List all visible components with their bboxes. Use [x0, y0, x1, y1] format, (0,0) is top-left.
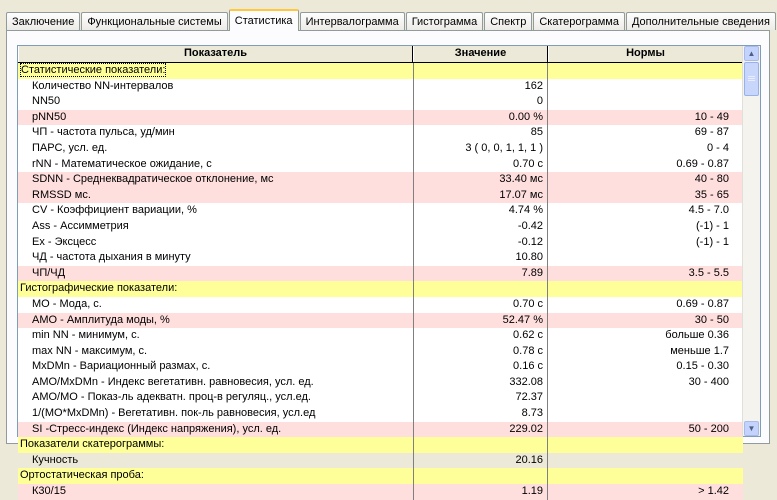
cell-norm: 3.5 - 5.5 [688, 266, 729, 279]
cell-norm: 69 - 87 [694, 126, 729, 139]
cell-norm [548, 94, 743, 110]
scroll-thumb[interactable] [744, 62, 759, 96]
cell-value: 0.62 с [413, 328, 548, 344]
cell-value: 20.16 [413, 453, 548, 469]
cell-value: 1.19 [413, 484, 548, 500]
indicator-name: МО - Мода, с. [32, 297, 102, 310]
cell-norm: 50 - 200 [688, 422, 729, 435]
cell-indicator [18, 328, 413, 344]
cell-value: 4.74 % [413, 203, 548, 219]
table-row[interactable] [18, 141, 743, 157]
cell-norm [548, 79, 743, 95]
table-row[interactable] [18, 203, 743, 219]
table-row[interactable] [18, 390, 743, 406]
table-row[interactable] [18, 172, 743, 188]
table-row[interactable] [18, 406, 743, 422]
cell-norm: > 1.42 [698, 485, 729, 498]
indicator-name: Ass - Ассимметрия [32, 219, 129, 232]
cell-value [413, 63, 548, 79]
table-row[interactable] [18, 188, 743, 204]
table-row[interactable] [18, 125, 743, 141]
grid-rows [18, 63, 743, 500]
tab-bar [6, 8, 772, 30]
indicator-name: Ортостатическая проба: [20, 469, 144, 482]
header-indicator[interactable]: Показатель [18, 46, 413, 62]
cell-indicator [18, 125, 413, 141]
cell-norm [548, 390, 743, 406]
cell-norm: 0 - 4 [706, 141, 729, 154]
indicator-name: SDNN - Среднеквадратическое отклонение, мс [32, 173, 274, 186]
cell-norm: больше 0.36 [665, 329, 729, 342]
cell-indicator [18, 219, 413, 235]
cell-value: 10.80 [413, 250, 548, 266]
tab-0[interactable]: Заключение [6, 12, 80, 30]
cell-value: 8.73 [413, 406, 548, 422]
cell-value: -0.42 [413, 219, 548, 235]
tab-7[interactable]: Дополнительные сведения [626, 12, 776, 30]
cell-norm: 30 - 400 [688, 375, 729, 388]
table-row[interactable] [18, 250, 743, 266]
cell-value: -0.12 [413, 235, 548, 251]
table-row[interactable] [18, 484, 743, 500]
cell-norm: 0.15 - 0.30 [676, 360, 729, 373]
cell-value: 3 ( 0, 0, 1, 1, 1 ) [413, 141, 548, 157]
cell-norm: 10 - 49 [694, 110, 729, 123]
cell-value: 33.40 мс [413, 172, 548, 188]
table-row[interactable] [18, 453, 743, 469]
cell-indicator [18, 250, 413, 266]
grid-header [18, 46, 743, 63]
table-row[interactable] [18, 235, 743, 251]
cell-value: 162 [413, 79, 548, 95]
cell-value: 52.47 % [413, 313, 548, 329]
indicator-name: Статистические показатели: [21, 64, 166, 76]
cell-value: 0.70 с [413, 297, 548, 313]
cell-value: 0 [413, 94, 548, 110]
cell-norm [548, 63, 743, 79]
cell-indicator [18, 94, 413, 110]
cell-norm [548, 406, 743, 422]
indicator-name: ЧД - частота дыхания в минуту [32, 251, 191, 264]
cell-indicator [18, 375, 413, 391]
cell-value: 0.00 % [413, 110, 548, 126]
cell-norm: 0.69 - 0.87 [676, 297, 729, 310]
tab-1[interactable]: Функциональные системы [81, 12, 227, 30]
table-row[interactable] [18, 359, 743, 375]
indicator-name: Кучность [32, 453, 79, 466]
tab-3[interactable]: Интервалограмма [300, 12, 405, 30]
indicator-name: ЧП - частота пульса, уд/мин [32, 126, 175, 139]
vertical-scrollbar[interactable] [742, 46, 760, 436]
cell-indicator [18, 281, 413, 297]
table-row[interactable] [18, 157, 743, 173]
tab-4[interactable]: Гистограмма [406, 12, 484, 30]
indicator-name: АМО/МО - Показ-ль адекватн. проц-в регуляц., усл.ед. [32, 391, 311, 404]
table-row[interactable] [18, 110, 743, 126]
table-row[interactable] [18, 313, 743, 329]
cell-value: 85 [413, 125, 548, 141]
indicator-name: NN50 [32, 95, 61, 108]
cell-value [413, 437, 548, 453]
cell-indicator [18, 79, 413, 95]
cell-norm [548, 250, 743, 266]
cell-indicator [18, 63, 413, 79]
cell-value [413, 468, 548, 484]
indicator-name: RMSSD мс. [32, 188, 91, 201]
cell-indicator [18, 422, 413, 438]
cell-indicator [18, 453, 413, 469]
cell-indicator [18, 313, 413, 329]
indicator-name: ПАРС, усл. ед. [32, 141, 108, 154]
cell-norm [548, 453, 743, 469]
cell-indicator [18, 157, 413, 173]
statistics-panel [6, 30, 770, 498]
indicator-name: ЧП/ЧД [32, 266, 66, 279]
cell-indicator [18, 344, 413, 360]
cell-value: 0.78 с [413, 344, 548, 360]
scroll-up-button[interactable]: ▲ [744, 46, 759, 61]
indicator-name: Ex - Эксцесс [32, 235, 97, 248]
indicator-name: CV - Коэффициент вариации, % [32, 204, 197, 217]
indicator-name: Гистографические показатели: [20, 282, 178, 295]
table-row[interactable] [18, 422, 743, 438]
cell-indicator [18, 203, 413, 219]
indicator-name: MxDMn - Вариационный размах, с. [32, 360, 211, 373]
cell-norm: (-1) - 1 [696, 219, 729, 232]
section-row[interactable] [18, 281, 743, 297]
cell-indicator [18, 406, 413, 422]
indicator-name: max NN - максимум, с. [32, 344, 148, 357]
cell-norm: 4.5 - 7.0 [688, 204, 729, 217]
cell-norm: (-1) - 1 [696, 235, 729, 248]
cell-indicator [18, 468, 413, 484]
indicator-name: SI -Стресс-индекс (Индекс напряжения), усл. ед. [32, 422, 282, 435]
cell-value: 0.16 с [413, 359, 548, 375]
cell-indicator [18, 110, 413, 126]
indicator-name: Показатели скатерограммы: [20, 438, 165, 451]
statistics-grid [17, 45, 761, 498]
cell-norm [548, 468, 743, 484]
cell-value: 17.07 мс [413, 188, 548, 204]
cell-norm: 40 - 80 [694, 173, 729, 186]
cell-norm [548, 437, 743, 453]
cell-value: 7.89 [413, 266, 548, 282]
table-row[interactable] [18, 219, 743, 235]
indicator-name: АМО - Амплитуда моды, % [32, 313, 170, 326]
cell-value: 72.37 [413, 390, 548, 406]
section-row[interactable] [18, 468, 743, 484]
indicator-name: rNN - Математическое ожидание, с [32, 157, 212, 170]
scroll-down-button[interactable]: ▼ [744, 421, 759, 436]
indicator-name: Количество NN-интервалов [32, 79, 174, 92]
table-row[interactable] [18, 266, 743, 282]
cell-indicator [18, 484, 413, 500]
tab-2[interactable]: Статистика [229, 9, 299, 31]
indicator-name: min NN - минимум, с. [32, 329, 140, 342]
cell-indicator [18, 235, 413, 251]
indicator-name: К30/15 [32, 485, 66, 498]
cell-value: 0.70 с [413, 157, 548, 173]
cell-value [413, 281, 548, 297]
cell-indicator [18, 172, 413, 188]
tab-5[interactable]: Спектр [484, 12, 532, 30]
header-norms[interactable]: Нормы [548, 46, 743, 62]
table-row[interactable] [18, 94, 743, 110]
cell-value: 332.08 [413, 375, 548, 391]
cell-indicator [18, 390, 413, 406]
indicator-name: pNN50 [32, 110, 67, 123]
cell-indicator [18, 359, 413, 375]
cell-norm [548, 281, 743, 297]
cell-indicator [18, 437, 413, 453]
cell-norm: 0.69 - 0.87 [676, 157, 729, 170]
section-row[interactable] [18, 437, 743, 453]
table-row[interactable] [18, 297, 743, 313]
header-value[interactable]: Значение [413, 46, 548, 62]
cell-norm: 30 - 50 [694, 313, 729, 326]
cell-value: 229.02 [413, 422, 548, 438]
table-row[interactable] [18, 375, 743, 391]
tab-6[interactable]: Скатерограмма [533, 12, 625, 30]
indicator-name: АМО/MxDMn - Индекс вегетативн. равновесия, усл. ед. [32, 375, 314, 388]
table-row[interactable] [18, 79, 743, 95]
cell-indicator [18, 141, 413, 157]
indicator-name: 1/(МО*MxDMn) - Вегетативн. пок-ль равновесия, усл.ед [32, 407, 316, 420]
cell-indicator [18, 266, 413, 282]
section-row[interactable] [18, 63, 743, 79]
cell-indicator [18, 297, 413, 313]
cell-indicator [18, 188, 413, 204]
table-row[interactable] [18, 328, 743, 344]
table-row[interactable] [18, 344, 743, 360]
cell-norm: меньше 1.7 [670, 344, 729, 357]
cell-norm: 35 - 65 [694, 188, 729, 201]
